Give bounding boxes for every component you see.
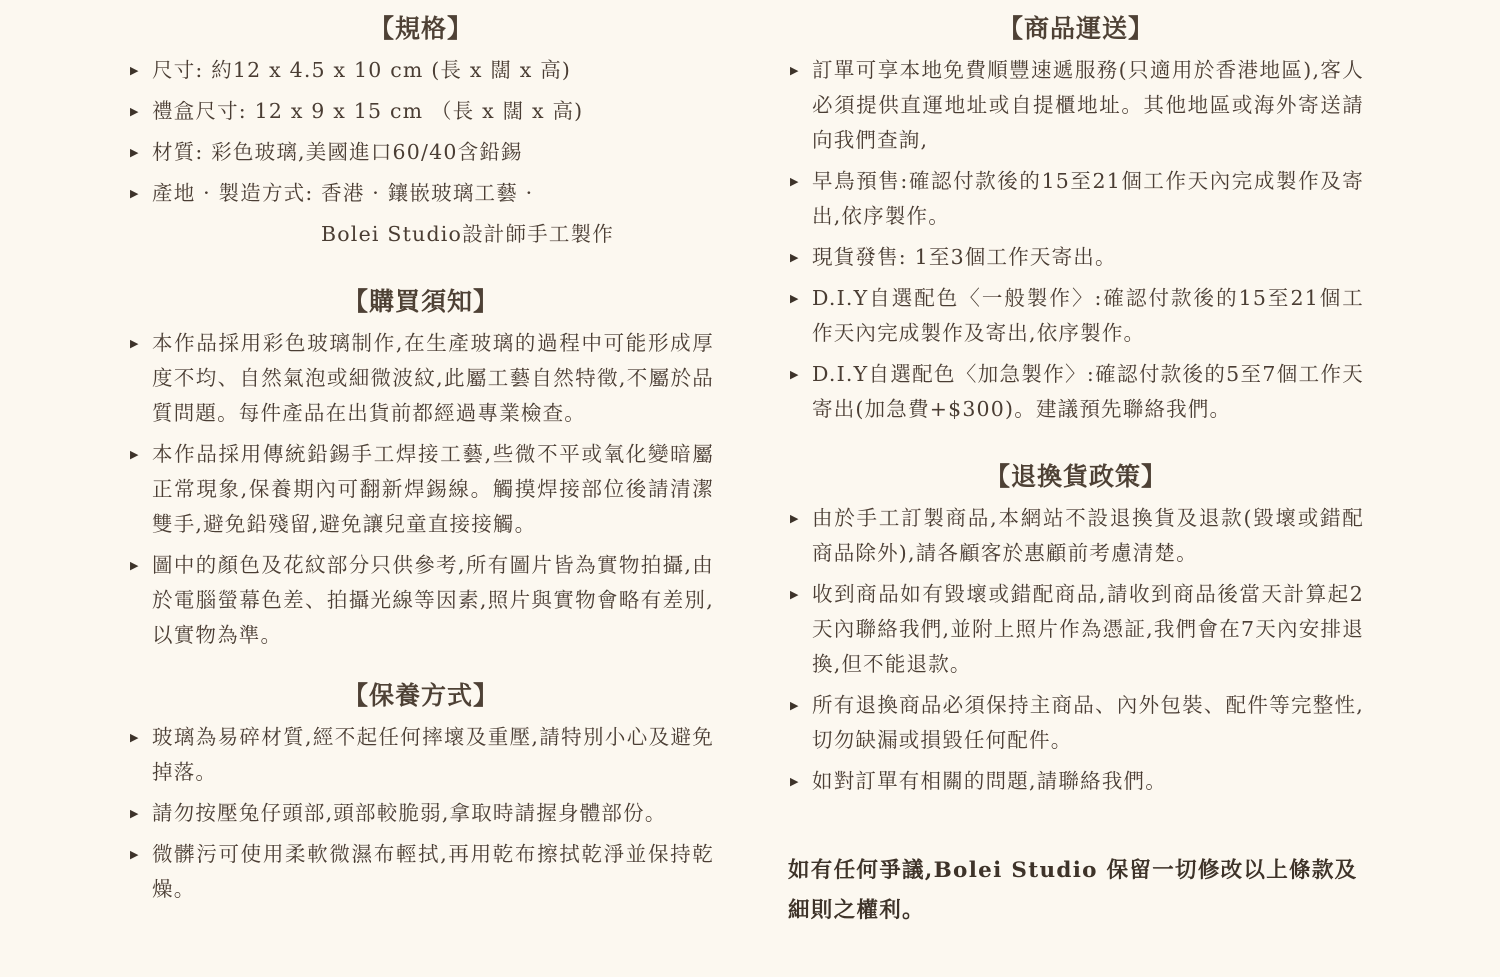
shipping-list [788, 53, 1364, 427]
list-item: ▶ 禮盒尺寸: 12 x 9 x 15 cm （長 x 闊 x 高) [128, 94, 714, 129]
bullet-icon: ▶ [130, 731, 140, 744]
care-title: 【保養方式】 [342, 681, 499, 710]
bullet-icon: ▶ [790, 699, 800, 712]
bullet-icon: ▶ [130, 337, 140, 350]
bullet-icon: ▶ [130, 448, 140, 461]
bullet-icon: ▶ [130, 146, 140, 159]
returns-title: 【退換貨政策】 [984, 462, 1167, 491]
list-item: ▶ 訂單可享本地免費順豐速遞服務(只適用於香港地區),客人必須提供直運地址或自提櫃地址。其他地區或海外寄送請向我們查詢, [788, 53, 1364, 158]
bullet-icon: ▶ [130, 848, 140, 861]
list-item: ▶ 本作品採用彩色玻璃制作,在生產玻璃的過程中可能形成厚度不均、自然氣泡或細微波紋,此屬工藝自然特徵,不屬於品質問題。每件產品在出貨前都經過專業檢查。 [128, 326, 714, 431]
bullet-icon: ▶ [790, 588, 800, 601]
list-item: ▶ 圖中的顏色及花紋部分只供參考,所有圖片皆為實物拍攝,由於電腦螢幕色差、拍攝光線等因素,照片與實物會略有差別,以實物為準。 [128, 548, 714, 653]
purchase-list [128, 326, 714, 653]
list-item: ▶ 收到商品如有毀壞或錯配商品,請收到商品後當天計算起2天內聯絡我們,並附上照片作為憑証,我們會在7天內安排退換,但不能退款。 [788, 577, 1364, 682]
bullet-icon: ▶ [130, 559, 140, 572]
purchase-title: 【購買須知】 [342, 287, 499, 316]
list-item: ▶ 現貨發售: 1至3個工作天寄出。 [788, 240, 1364, 275]
spec-title: 【規格】 [368, 14, 473, 43]
bullet-icon: ▶ [790, 175, 800, 188]
list-item: ▶ 微髒污可使用柔軟微濕布輕拭,再用乾布擦拭乾淨並保持乾燥。 [128, 837, 714, 907]
list-item: ▶ 玻璃為易碎材質,經不起任何摔壞及重壓,請特別小心及避免掉落。 [128, 720, 714, 790]
list-item: ▶ 早鳥預售:確認付款後的15至21個工作天內完成製作及寄出,依序製作。 [788, 164, 1364, 234]
spec-list [128, 53, 714, 211]
list-item: ▶ D.I.Y自選配色〈加急製作〉:確認付款後的5至7個工作天寄出(加急費+$300)。建議預先聯絡我們。 [788, 357, 1364, 427]
list-item: ▶ 如對訂單有相關的問題,請聯絡我們。 [788, 764, 1364, 799]
list-item: ▶ 尺寸: 約12 x 4.5 x 10 cm (長 x 闊 x 高) [128, 53, 714, 88]
bullet-icon: ▶ [790, 64, 800, 77]
bullet-icon: ▶ [790, 292, 800, 305]
list-item: ▶ 本作品採用傳統鉛錫手工焊接工藝,些微不平或氧化變暗屬正常現象,保養期內可翻新焊錫線。觸摸焊接部位後請清潔雙手,避免鉛殘留,避免讓兒童直接接觸。 [128, 437, 714, 542]
bullet-icon: ▶ [790, 512, 800, 525]
bullet-icon: ▶ [790, 775, 800, 788]
list-item: ▶ 材質: 彩色玻璃,美國進口60/40含鉛錫 [128, 135, 714, 170]
left-column [128, 0, 714, 913]
spec-continuation: Bolei Studio設計師手工製作 [321, 222, 614, 246]
list-item: ▶ D.I.Y自選配色〈一般製作〉:確認付款後的15至21個工作天內完成製作及寄出,依序製作。 [788, 281, 1364, 351]
bullet-icon: ▶ [790, 251, 800, 264]
list-item: ▶ 由於手工訂製商品,本網站不設退換貨及退款(毀壞或錯配商品除外),請各顧客於惠顧前考慮清楚。 [788, 501, 1364, 571]
returns-list [788, 501, 1364, 799]
list-item: ▶ 請勿按壓兔仔頭部,頭部較脆弱,拿取時請握身體部份。 [128, 796, 714, 831]
list-item: ▶ 所有退換商品必須保持主商品、內外包裝、配件等完整性,切勿缺漏或損毀任何配件。 [788, 688, 1364, 758]
bullet-icon: ▶ [130, 807, 140, 820]
bullet-icon: ▶ [130, 105, 140, 118]
right-column [788, 0, 1364, 931]
closing-statement: 如有任何爭議,Bolei Studio 保留一切修改以上條款及細則之權利。 [788, 858, 1358, 923]
bullet-icon: ▶ [130, 187, 140, 200]
list-item: ▶ 產地 · 製造方式: 香港 · 鑲嵌玻璃工藝 · [128, 176, 714, 211]
care-list [128, 720, 714, 907]
shipping-title: 【商品運送】 [997, 14, 1154, 43]
bullet-icon: ▶ [790, 368, 800, 381]
bullet-icon: ▶ [130, 64, 140, 77]
